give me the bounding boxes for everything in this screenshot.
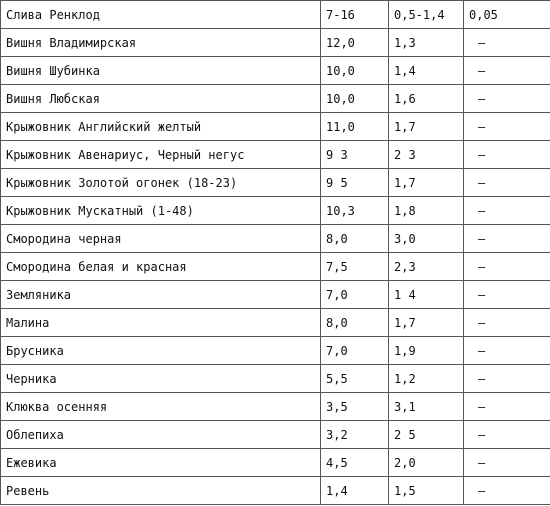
value-3-cell: 0,05: [464, 1, 550, 29]
value-3-cell: —: [464, 225, 550, 253]
value-3-cell: —: [464, 449, 550, 477]
table-row: [1, 281, 550, 309]
value-2-cell: 3,0: [389, 225, 464, 253]
crop-name-cell: Крыжовник Мускатный (1-48): [1, 197, 321, 225]
value-2-cell: 1 4: [389, 281, 464, 309]
crop-name-cell: Клюква осенняя: [1, 393, 321, 421]
value-3-cell: —: [464, 29, 550, 57]
value-2-cell: 2,0: [389, 449, 464, 477]
table-row: [1, 1, 550, 29]
table-row: [1, 141, 550, 169]
value-2-cell: 1,5: [389, 477, 464, 505]
table-row: [1, 197, 550, 225]
value-1-cell: 3,5: [321, 393, 389, 421]
value-3-cell: —: [464, 85, 550, 113]
value-2-cell: 1,7: [389, 309, 464, 337]
value-2-cell: 0,5-1,4: [389, 1, 464, 29]
value-1-cell: 10,0: [321, 57, 389, 85]
value-2-cell: 1,2: [389, 365, 464, 393]
table-row: [1, 421, 550, 449]
crop-name-cell: Крыжовник Английский желтый: [1, 113, 321, 141]
value-1-cell: 9 5: [321, 169, 389, 197]
crop-name-cell: Черника: [1, 365, 321, 393]
table-row: [1, 225, 550, 253]
value-3-cell: —: [464, 365, 550, 393]
table-row: [1, 85, 550, 113]
table-row: [1, 365, 550, 393]
crop-name-cell: Земляника: [1, 281, 321, 309]
value-2-cell: 1,9: [389, 337, 464, 365]
value-3-cell: —: [464, 169, 550, 197]
value-1-cell: 7,0: [321, 281, 389, 309]
value-1-cell: 9 3: [321, 141, 389, 169]
value-1-cell: 1,4: [321, 477, 389, 505]
value-2-cell: 1,7: [389, 169, 464, 197]
value-2-cell: 1,7: [389, 113, 464, 141]
value-1-cell: 12,0: [321, 29, 389, 57]
table-row: [1, 477, 550, 505]
crop-name-cell: Вишня Шубинка: [1, 57, 321, 85]
value-1-cell: 7-16: [321, 1, 389, 29]
table-row: [1, 449, 550, 477]
crop-name-cell: Облепиха: [1, 421, 321, 449]
value-3-cell: —: [464, 393, 550, 421]
value-2-cell: 2,3: [389, 253, 464, 281]
crop-name-cell: Брусника: [1, 337, 321, 365]
table-row: [1, 113, 550, 141]
crop-name-cell: Вишня Владимирская: [1, 29, 321, 57]
value-2-cell: 1,6: [389, 85, 464, 113]
value-1-cell: 5,5: [321, 365, 389, 393]
value-1-cell: 8,0: [321, 225, 389, 253]
table-row: [1, 337, 550, 365]
table-row: [1, 393, 550, 421]
value-3-cell: —: [464, 141, 550, 169]
value-2-cell: 2 5: [389, 421, 464, 449]
crop-name-cell: Ежевика: [1, 449, 321, 477]
crop-name-cell: Слива Ренклод: [1, 1, 321, 29]
table-row: [1, 253, 550, 281]
crop-name-cell: Крыжовник Золотой огонек (18-23): [1, 169, 321, 197]
value-1-cell: 7,0: [321, 337, 389, 365]
value-1-cell: 10,3: [321, 197, 389, 225]
value-1-cell: 8,0: [321, 309, 389, 337]
table-row: [1, 309, 550, 337]
value-3-cell: —: [464, 253, 550, 281]
value-3-cell: —: [464, 337, 550, 365]
value-3-cell: —: [464, 197, 550, 225]
table-row: [1, 29, 550, 57]
value-2-cell: 3,1: [389, 393, 464, 421]
value-3-cell: —: [464, 281, 550, 309]
value-3-cell: —: [464, 309, 550, 337]
crop-name-cell: Смородина черная: [1, 225, 321, 253]
crop-name-cell: Крыжовник Авенариус, Черный негус: [1, 141, 321, 169]
value-1-cell: 10,0: [321, 85, 389, 113]
value-3-cell: —: [464, 57, 550, 85]
value-3-cell: —: [464, 421, 550, 449]
value-1-cell: 11,0: [321, 113, 389, 141]
crop-name-cell: Вишня Любская: [1, 85, 321, 113]
value-2-cell: 2 3: [389, 141, 464, 169]
value-1-cell: 7,5: [321, 253, 389, 281]
crop-name-cell: Малина: [1, 309, 321, 337]
value-1-cell: 4,5: [321, 449, 389, 477]
table-row: [1, 57, 550, 85]
table-body: [1, 1, 550, 505]
value-1-cell: 3,2: [321, 421, 389, 449]
value-2-cell: 1,4: [389, 57, 464, 85]
crop-name-cell: Смородина белая и красная: [1, 253, 321, 281]
value-2-cell: 1,8: [389, 197, 464, 225]
table-row: [1, 169, 550, 197]
value-3-cell: —: [464, 477, 550, 505]
value-2-cell: 1,3: [389, 29, 464, 57]
crop-name-cell: Ревень: [1, 477, 321, 505]
value-3-cell: —: [464, 113, 550, 141]
